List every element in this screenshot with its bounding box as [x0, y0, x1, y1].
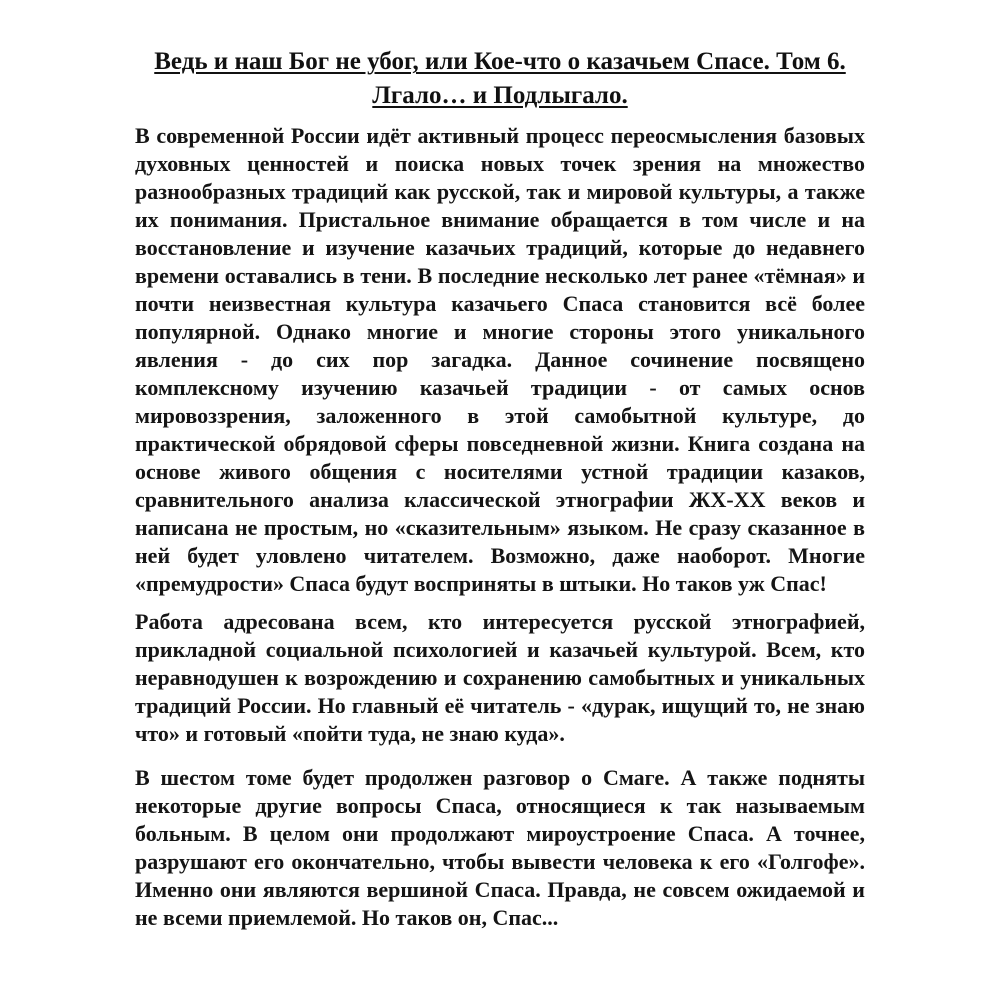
- paragraph-audience: Работа адресована всем, кто интересуется русской этнографией, прикладной социальной психологией и казачьей культурой. Всем, кто неравнодушен к возрождению и сохранению самобытных и уникальных традиций России. Но главный её читатель - «дурак, ищущий то, не знаю что» и готовый «пойти туда, не знаю куда».: [135, 609, 865, 746]
- title-line-1: Ведь и наш Бог не убог, или Кое-что о казачьем Спасе. Том 6.: [154, 48, 846, 75]
- paragraph-intro: В современной России идёт активный процесс переосмысления базовых духовных ценностей и поиска новых точек зрения на множество разнообразных традиций как русской, так и мировой культуры, а также их понимания. Пристальное внимание обращается в том числе и на восстановление и изучение казачьих традиций, которые до недавнего времени оставались в тени. В последние несколько лет ранее «тёмная» и почти неизвестная культура казачьего Спаса становится всё более популярной. Однако многие и многие стороны этого уникального явления - до сих пор загадка. Данное сочинение посвящено комплексному изучению казачьей традиции - от самых основ мировоззрения, заложенного в этой самобытной культуре, до практической обрядовой сферы повседневной жизни. Книга создана на основе живого общения с носителями устной традиции казаков, сравнительного анализа классической этнографии ЖХ-ХХ веков и написана не простым, но «сказительным» языком. Не сразу сказанное в ней будет уловлено читателем. Возможно, даже наоборот. Многие «премудрости» Спаса будут восприняты в штыки. Но таков уж Спас!: [135, 123, 865, 596]
- document-title: [100, 45, 900, 113]
- paragraph-volume-six: В шестом томе будет продолжен разговор о Смаге. А также подняты некоторые другие вопросы Спаса, относящиеся к так называемым больным. В целом они продолжают мироустроение Спаса. А точнее, разрушают его окончательно, чтобы вывести человека к его «Голгофе». Именно они являются вершиной Спаса. Правда, не совсем ожидаемой и не всеми приемлемой. Но таков он, Спас...: [135, 765, 865, 930]
- title-line-2: Лгало… и Подлыгало.: [372, 82, 628, 109]
